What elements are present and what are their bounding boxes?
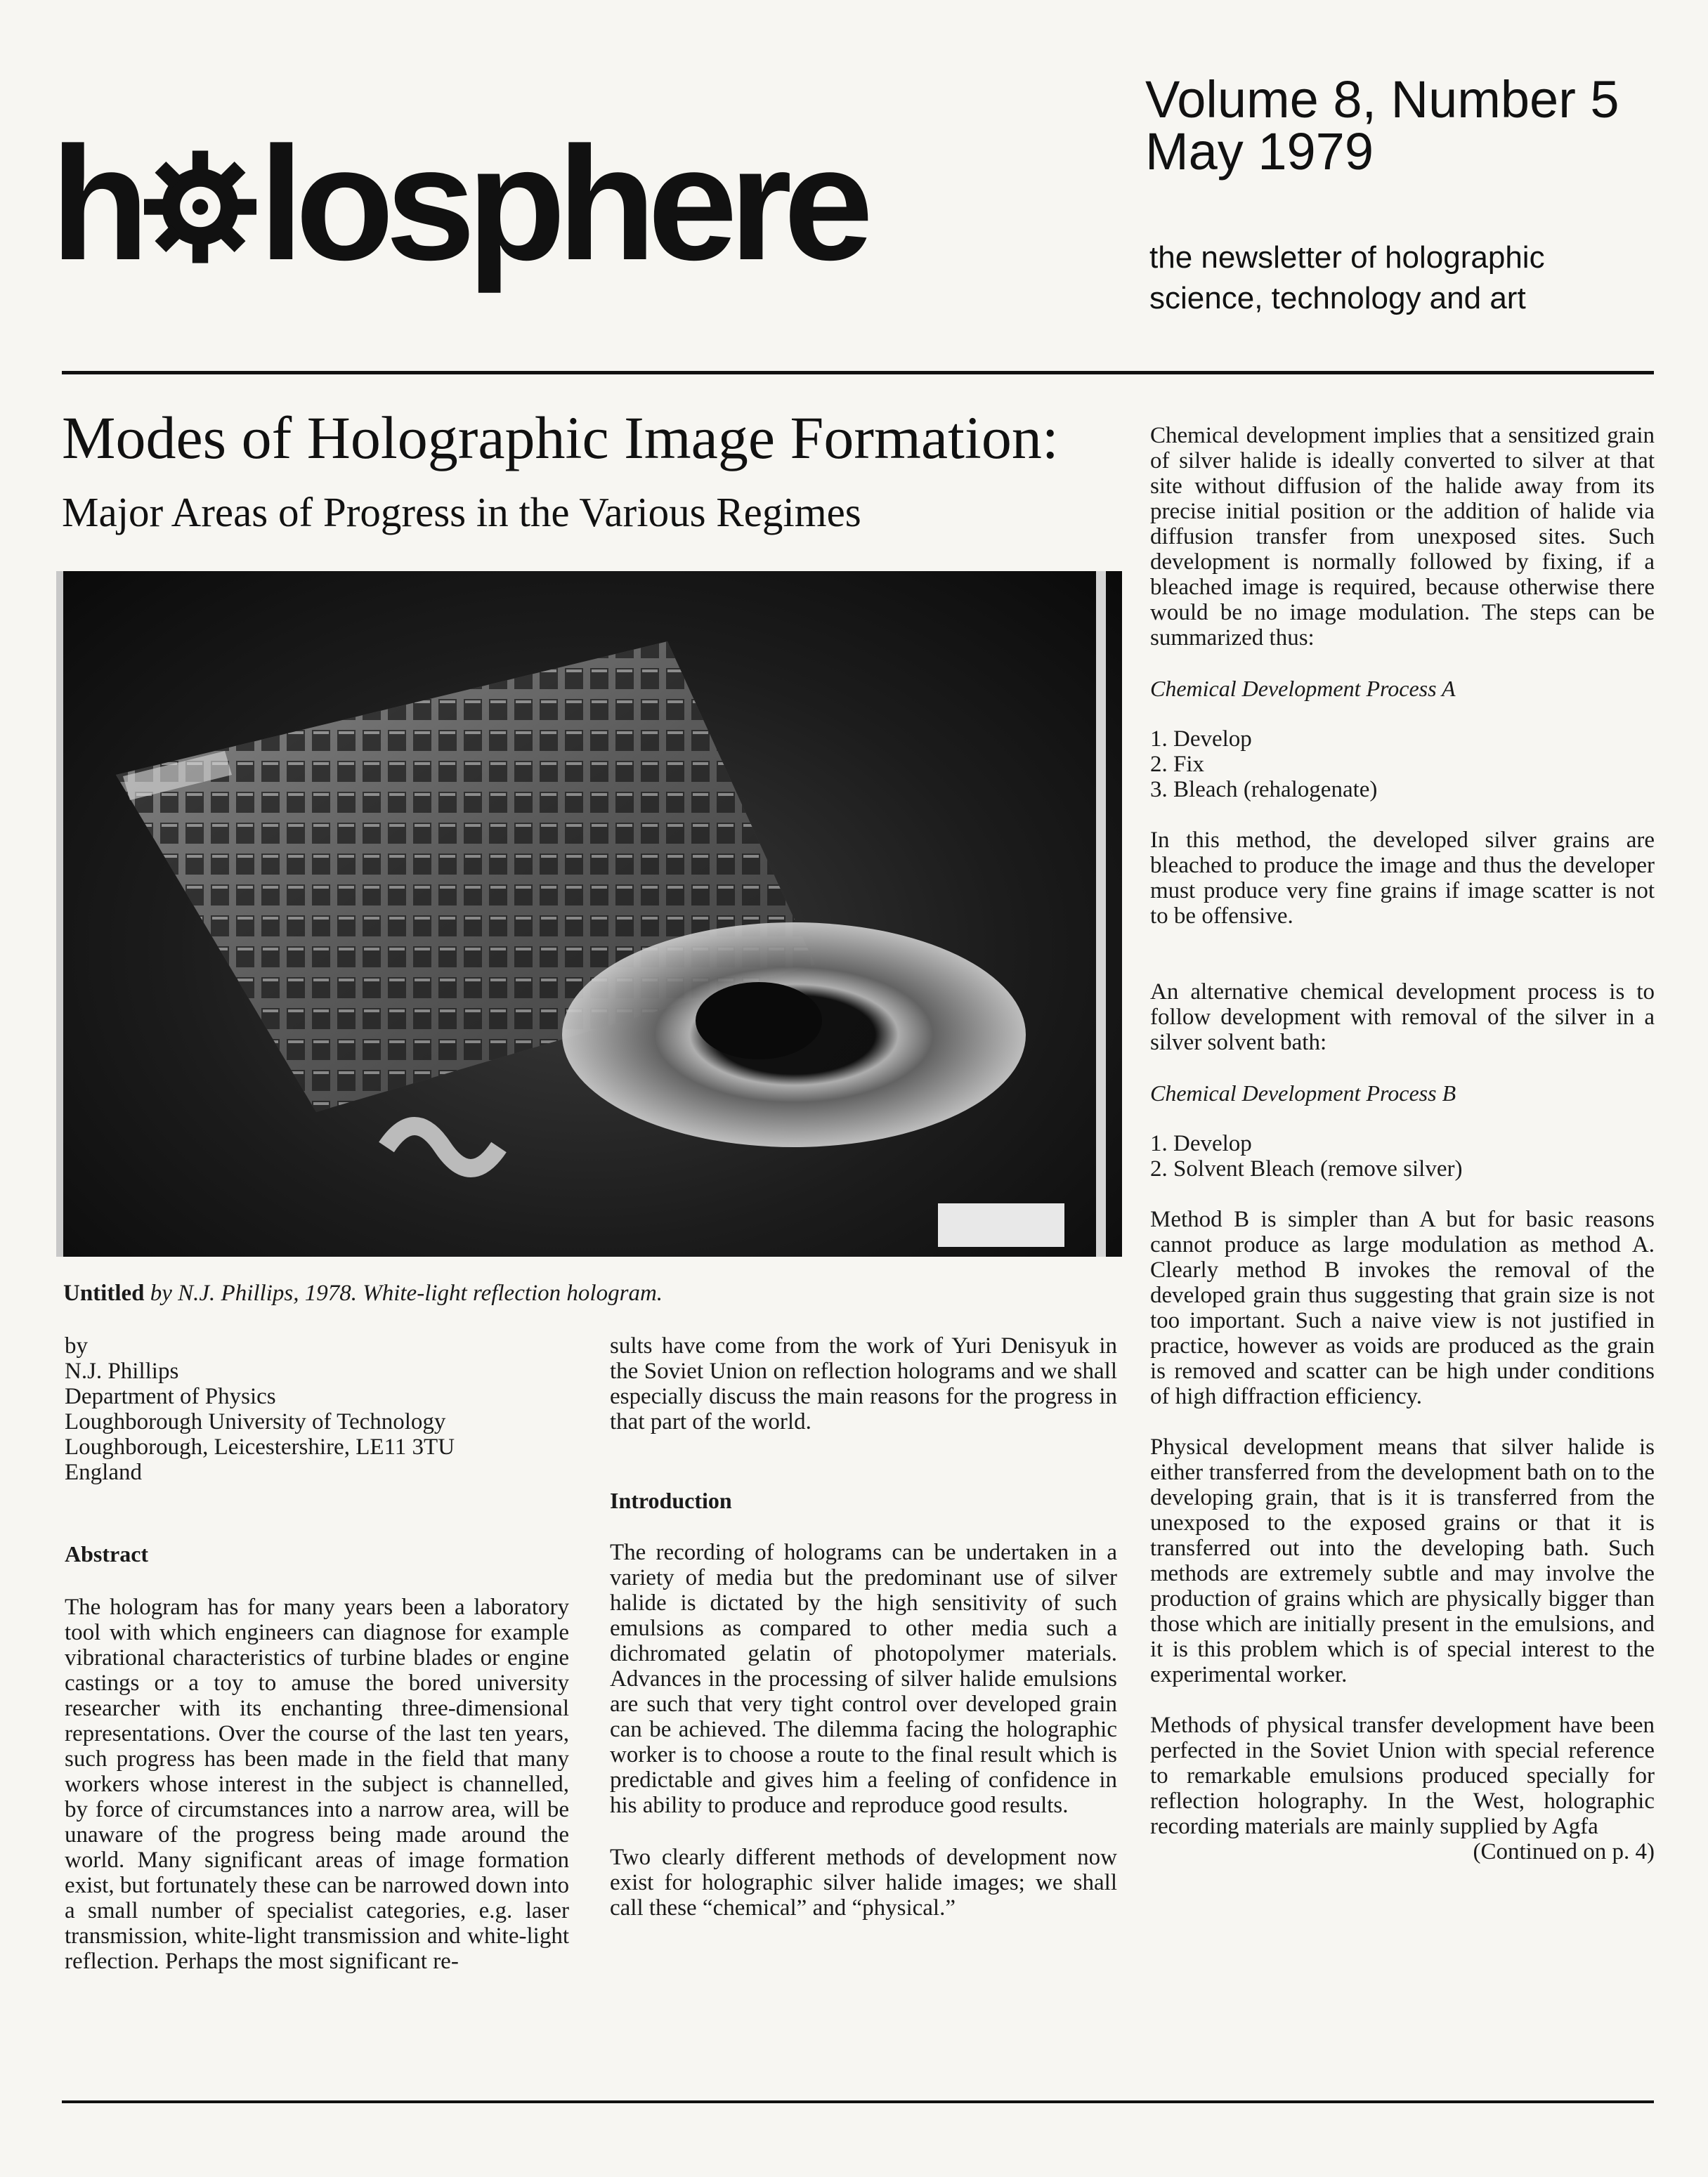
process-a-heading: Chemical Development Process A (1150, 676, 1456, 701)
list-item: 2. Fix (1150, 752, 1205, 777)
column-3-paragraph-1: Chemical development implies that a sensitized grain of silver halide is ideally converted to silver at that site without diffusion of the halide away from its precise initial position or the addition of halide via diffusion transfer from unexposed sites. Such development is normally followed by fixing, if a bleached image is required, because otherwise there would be no image modulation. The steps can be summarized thus: (1150, 423, 1655, 651)
author-byline (65, 1333, 556, 1485)
byline-author: N.J. Phillips (65, 1359, 179, 1384)
footer-divider (62, 2100, 1654, 2103)
introduction-paragraph-1: The recording of holograms can be undertaken in a variety of media but the predominant use of silver halide is dictated by the high sensitivity of such emulsions as compared to other media such a dichromated gelatin of photopolymer materials. Advances in the processing of silver halide emulsions are such that very tight control over developed grain can be achieved. The dilemma facing the holographic worker is to choose a route to the final result which is predictable and gives him a feeling of confidence in his ability to produce and reproduce good results. (610, 1540, 1117, 1818)
article-title: Modes of Holographic Image Formation: (62, 404, 1059, 471)
column-3-paragraph-6: Methods of physical transfer development have been perfected in the Soviet Union with special reference to remarkable emulsions produced specially for reflection holography. In the West, holographic recording materials are mainly supplied by Agfa (1150, 1713, 1655, 1839)
caption-title: Untitled (63, 1281, 145, 1306)
issue-date: May 1979 (1145, 122, 1374, 181)
column-2-lead: sults have come from the work of Yuri Denisyuk in the Soviet Union on reflection holograms and we shall especially discuss the main reasons for the progress in that part of the world. (610, 1333, 1117, 1434)
byline-university: Loughborough University of Technology (65, 1409, 446, 1434)
circuit-board-hologram-image (56, 571, 1122, 1257)
process-a-steps (1150, 726, 1655, 802)
logo-letter-h: h (51, 113, 141, 294)
list-item: 3. Bleach (rehalogenate) (1150, 777, 1378, 802)
column-3-paragraph-3: An alternative chemical development process is to follow development with removal of the silver in a silver solvent bath: (1150, 979, 1655, 1055)
masthead-divider (62, 371, 1654, 374)
byline-country: England (65, 1460, 142, 1485)
column-3-paragraph-5: Physical development means that silver halide is either transferred from the development bath on to the developing grain, that is it is transferred from the unexposed to the exposed grains or that it is transferred out into the developing bath. Such methods are extremely subtle and may involve the production of grains which are physically bigger than those which are initially present in the emulsions, and it is this problem which is of special interest to the experimental worker. (1150, 1434, 1655, 1687)
hologram-photo (56, 571, 1122, 1257)
abstract-column (65, 1541, 569, 1974)
list-item: 1. Develop (1150, 1131, 1252, 1156)
tagline (1149, 237, 1545, 319)
column-2 (610, 1333, 1117, 1921)
list-item: 1. Develop (1150, 726, 1252, 752)
introduction-paragraph-2: Two clearly different methods of development now exist for holographic silver halide images; we shall call these “chemical” and “physical.” (610, 1845, 1117, 1921)
abstract-text: The hologram has for many years been a laboratory tool with which engineers can diagnose for example vibrational characteristics of turbine blades or engine castings or a toy to amuse the bored university researcher with its enchanting three-dimensional representations. Over the course of the last ten years, such progress has been made in the field that many workers whose interest in the subject is channelled, by force of circumstances into a narrow area, will be unaware of the progress being made around the world. Many significant areas of image formation exist, but fortunately these can be narrowed down into a small number of specialist categories, e.g. laser transmission, white-light transmission and white-light reflection. Perhaps the most significant re- (65, 1595, 569, 1974)
article-subtitle: Major Areas of Progress in the Various Regimes (62, 489, 861, 535)
tagline-line-2: science, technology and art (1149, 281, 1526, 316)
column-3 (1150, 423, 1655, 1864)
logo-text-rest: losphere (259, 113, 866, 294)
caption-credit: by N.J. Phillips, 1978. White-light reflection hologram. (144, 1281, 663, 1306)
gear-sphere-icon (144, 149, 256, 265)
introduction-heading: Introduction (610, 1488, 732, 1513)
list-item: 2. Solvent Bleach (remove silver) (1150, 1156, 1463, 1182)
abstract-heading: Abstract (65, 1541, 149, 1567)
byline-department: Department of Physics (65, 1384, 276, 1409)
continued-note: (Continued on p. 4) (1473, 1839, 1655, 1864)
issue-info (1145, 70, 1619, 181)
column-3-paragraph-2: In this method, the developed silver grains are bleached to produce the image and thus the developer must produce very fine grains if image scatter is not to be offensive. (1150, 828, 1655, 929)
process-b-steps (1150, 1131, 1655, 1182)
byline-address: Loughborough, Leicestershire, LE11 3TU (65, 1434, 455, 1460)
volume-number: Volume 8, Number 5 (1145, 70, 1619, 129)
process-b-heading: Chemical Development Process B (1150, 1080, 1456, 1106)
column-3-paragraph-4: Method B is simpler than A but for basic reasons cannot produce as large modulation as method A. Clearly method B invokes the removal of the developed grain thus suggesting that grain size is not too important. Such a naive view is not justified in practice, however as voids are produced as the grain is removed and scatter can be high under conditions of high diffraction efficiency. (1150, 1207, 1655, 1409)
tagline-line-1: the newsletter of holographic (1149, 240, 1545, 275)
holosphere-logo (51, 113, 866, 294)
byline-by: by (65, 1333, 88, 1359)
photo-caption (63, 1281, 663, 1307)
